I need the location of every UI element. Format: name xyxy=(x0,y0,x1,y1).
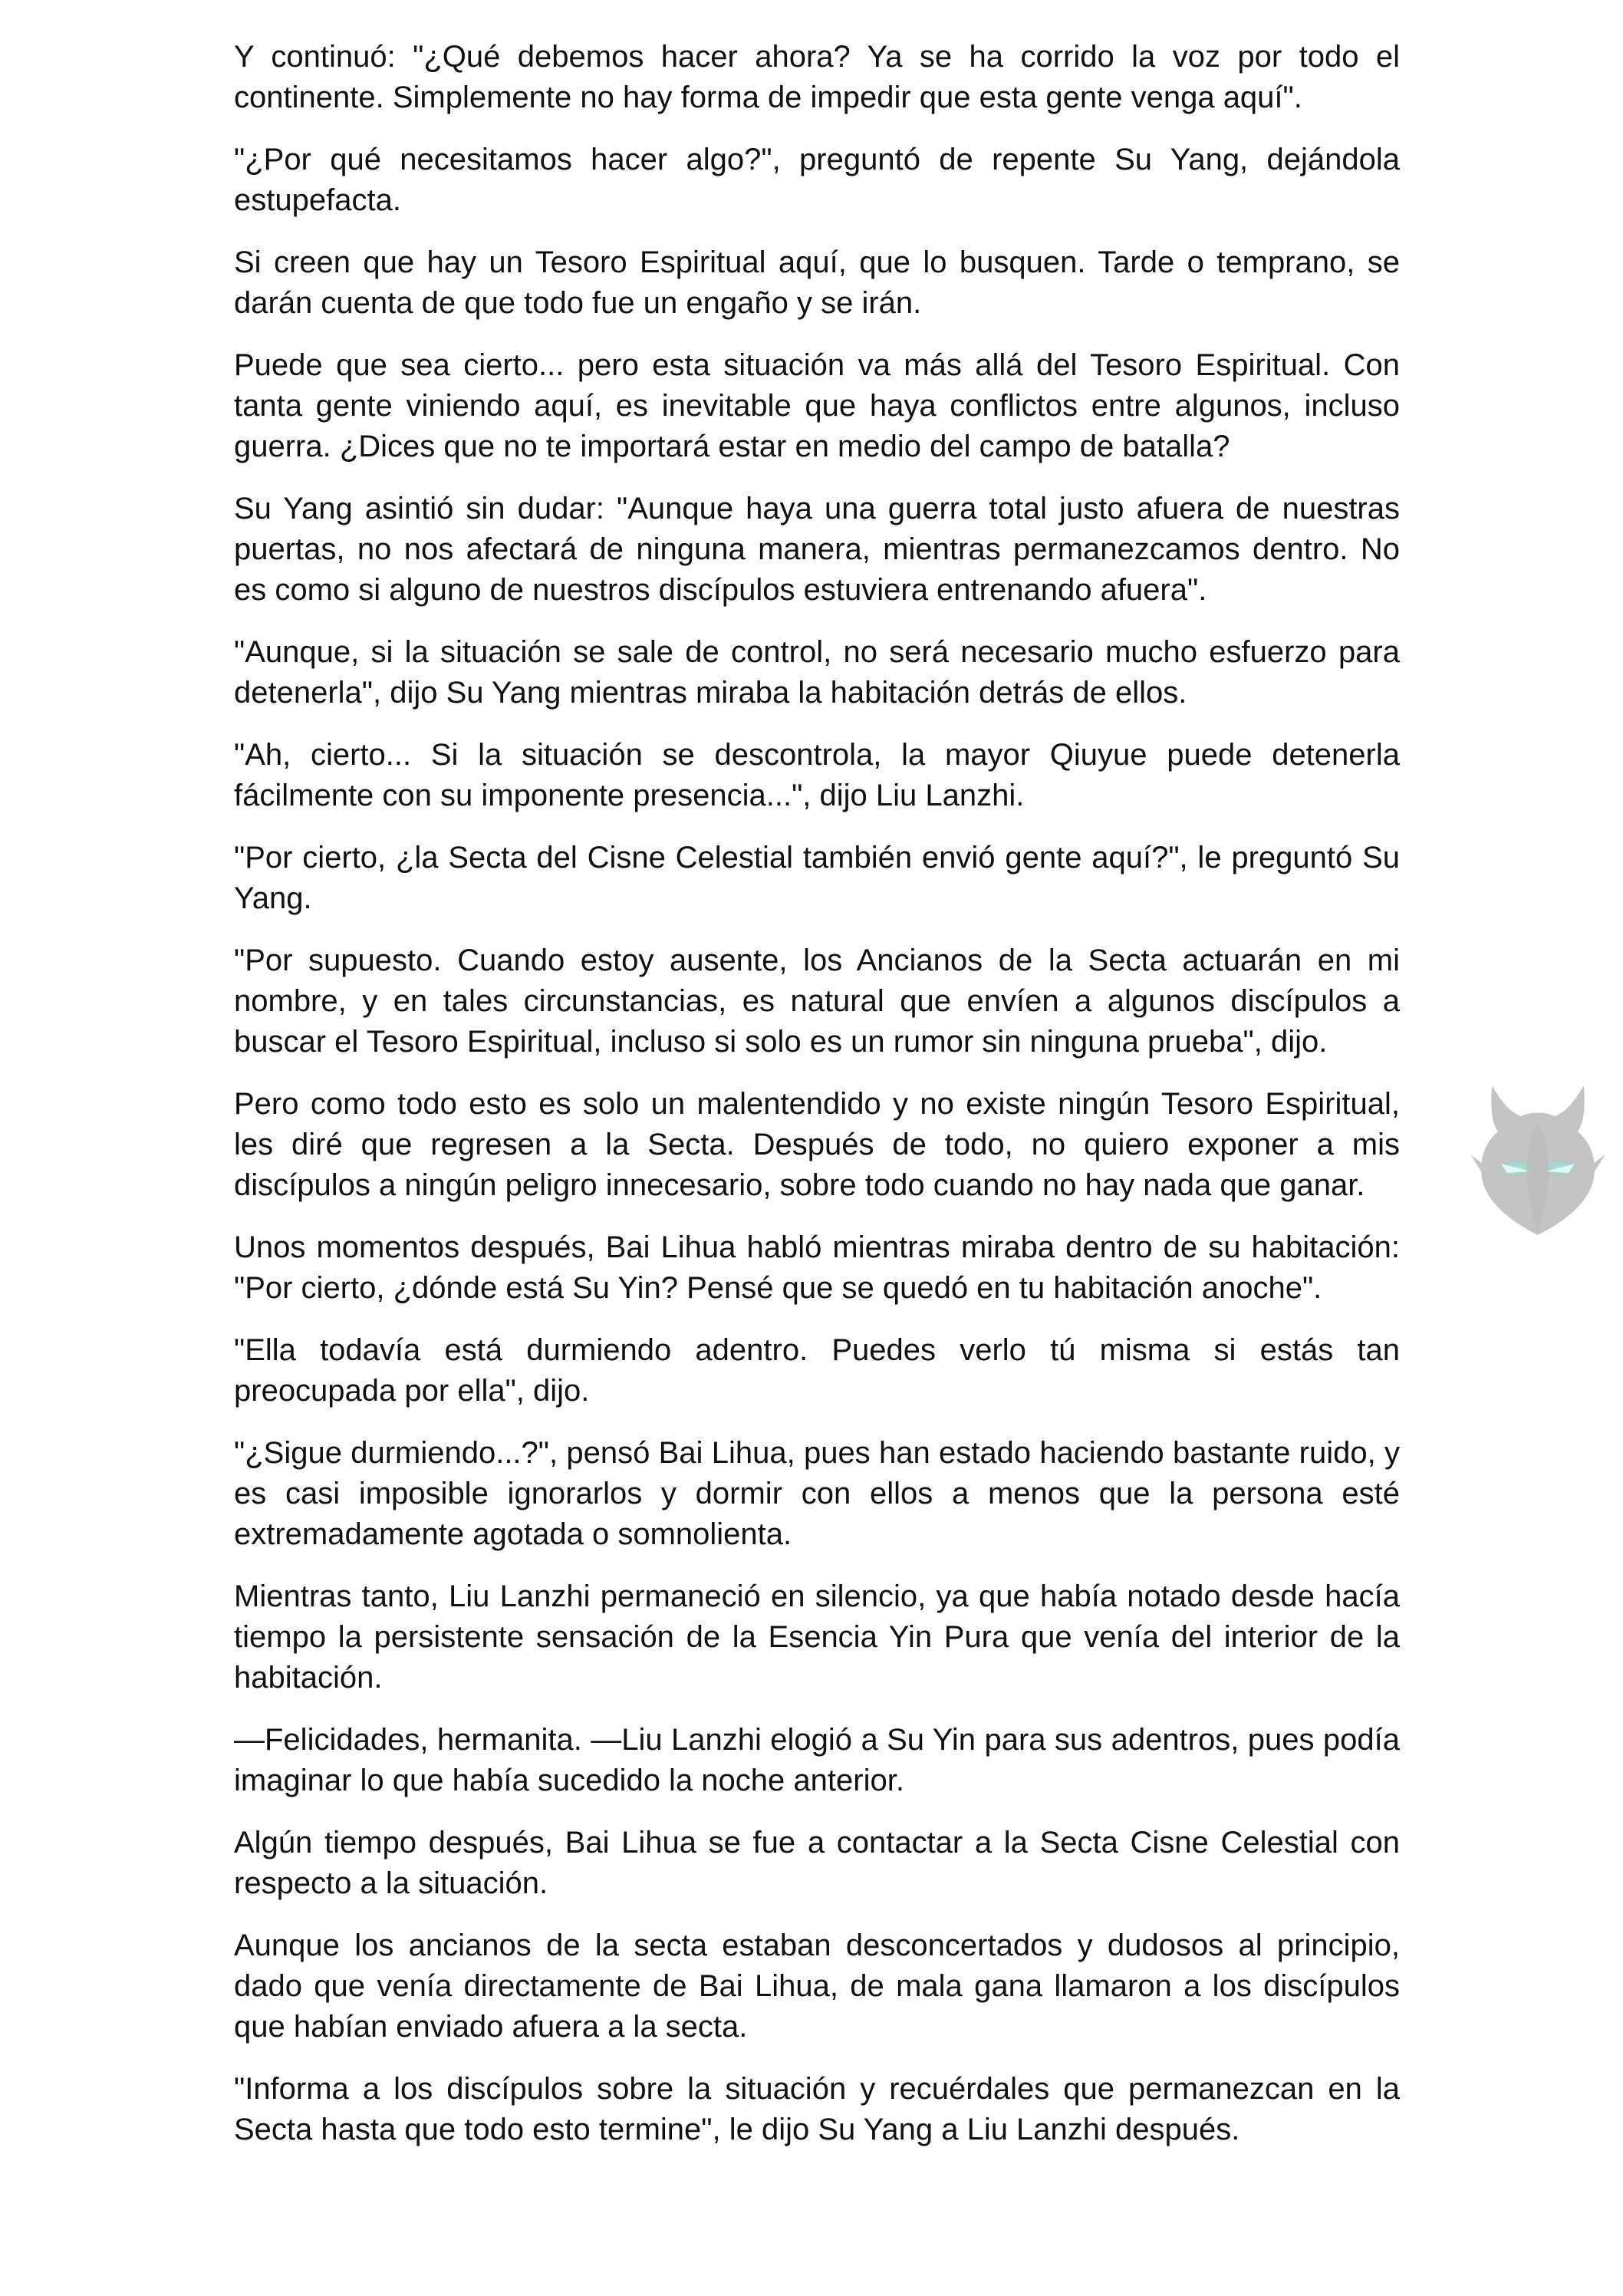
paragraph: "Informa a los discípulos sobre la situación y recuérdales que permanezcan en la Secta hasta que todo esto termine", le dijo Su Yang a Liu Lanzhi después. xyxy=(234,2072,1400,2146)
paragraph: Si creen que hay un Tesoro Espiritual aquí, que lo busquen. Tarde o temprano, se darán cuenta de que todo fue un engaño y se irán. xyxy=(234,245,1400,320)
document-body xyxy=(234,37,1400,2172)
paragraph: Pero como todo esto es solo un malentendido y no existe ningún Tesoro Espiritual, les diré que regresen a la Secta. Después de todo, no quiero exponer a mis discípulos a ningún peligro innecesario, sobre todo cuando no hay nada que ganar. xyxy=(234,1087,1400,1202)
demon-head-icon xyxy=(1469,1078,1607,1239)
paragraph: Unos momentos después, Bai Lihua habló mientras miraba dentro de su habitación: "Por cierto, ¿dónde está Su Yin? Pensé que se quedó en tu habitación anoche". xyxy=(234,1230,1400,1305)
paragraph: Su Yang asintió sin dudar: "Aunque haya una guerra total justo afuera de nuestras puertas, no nos afectará de ninguna manera, mientras permanezcamos dentro. No es como si alguno de nuestros discípulos estuviera entrenando afuera". xyxy=(234,492,1400,607)
paragraph: "Ah, cierto... Si la situación se descontrola, la mayor Qiuyue puede detenerla fácilmente con su imponente presencia...", dijo Liu Lanzhi. xyxy=(234,738,1400,812)
paragraph: "Aunque, si la situación se sale de control, no será necesario mucho esfuerzo para detenerla", dijo Su Yang mientras miraba la habitación detrás de ellos. xyxy=(234,635,1400,710)
paragraph: Puede que sea cierto... pero esta situación va más allá del Tesoro Espiritual. Con tanta gente viniendo aquí, es inevitable que haya conflictos entre algunos, incluso guerra. ¿Dices que no te importará estar en medio del campo de batalla? xyxy=(234,348,1400,463)
paragraph: "Por cierto, ¿la Secta del Cisne Celestial también envió gente aquí?", le preguntó Su Yang. xyxy=(234,841,1400,915)
paragraph: Algún tiempo después, Bai Lihua se fue a contactar a la Secta Cisne Celestial con respecto a la situación. xyxy=(234,1826,1400,1900)
paragraph: Y continuó: "¿Qué debemos hacer ahora? Ya se ha corrido la voz por todo el continente. Simplemente no hay forma de impedir que esta gente venga aquí". xyxy=(234,40,1400,114)
paragraph: "Ella todavía está durmiendo adentro. Puedes verlo tú misma si estás tan preocupada por ella", dijo. xyxy=(234,1333,1400,1408)
paragraph: "¿Sigue durmiendo...?", pensó Bai Lihua, pues han estado haciendo bastante ruido, y es casi imposible ignorarlos y dormir con ellos a menos que la persona esté extremadamente agotada o somnolienta. xyxy=(234,1436,1400,1551)
paragraph: Mientras tanto, Liu Lanzhi permaneció en silencio, ya que había notado desde hacía tiempo la persistente sensación de la Esencia Yin Pura que venía del interior de la habitación. xyxy=(234,1580,1400,1695)
paragraph: —Felicidades, hermanita. —Liu Lanzhi elogió a Su Yin para sus adentros, pues podía imaginar lo que había sucedido la noche anterior. xyxy=(234,1723,1400,1797)
paragraph: Aunque los ancianos de la secta estaban desconcertados y dudosos al principio, dado que venía directamente de Bai Lihua, de mala gana llamaron a los discípulos que habían enviado afuera a la secta. xyxy=(234,1929,1400,2044)
paragraph: "Por supuesto. Cuando estoy ausente, los Ancianos de la Secta actuarán en mi nombre, y en tales circunstancias, es natural que envíen a algunos discípulos a buscar el Tesoro Espiritual, incluso si solo es un rumor sin ninguna prueba", dijo. xyxy=(234,944,1400,1059)
paragraph: "¿Por qué necesitamos hacer algo?", preguntó de repente Su Yang, dejándola estupefacta. xyxy=(234,143,1400,217)
